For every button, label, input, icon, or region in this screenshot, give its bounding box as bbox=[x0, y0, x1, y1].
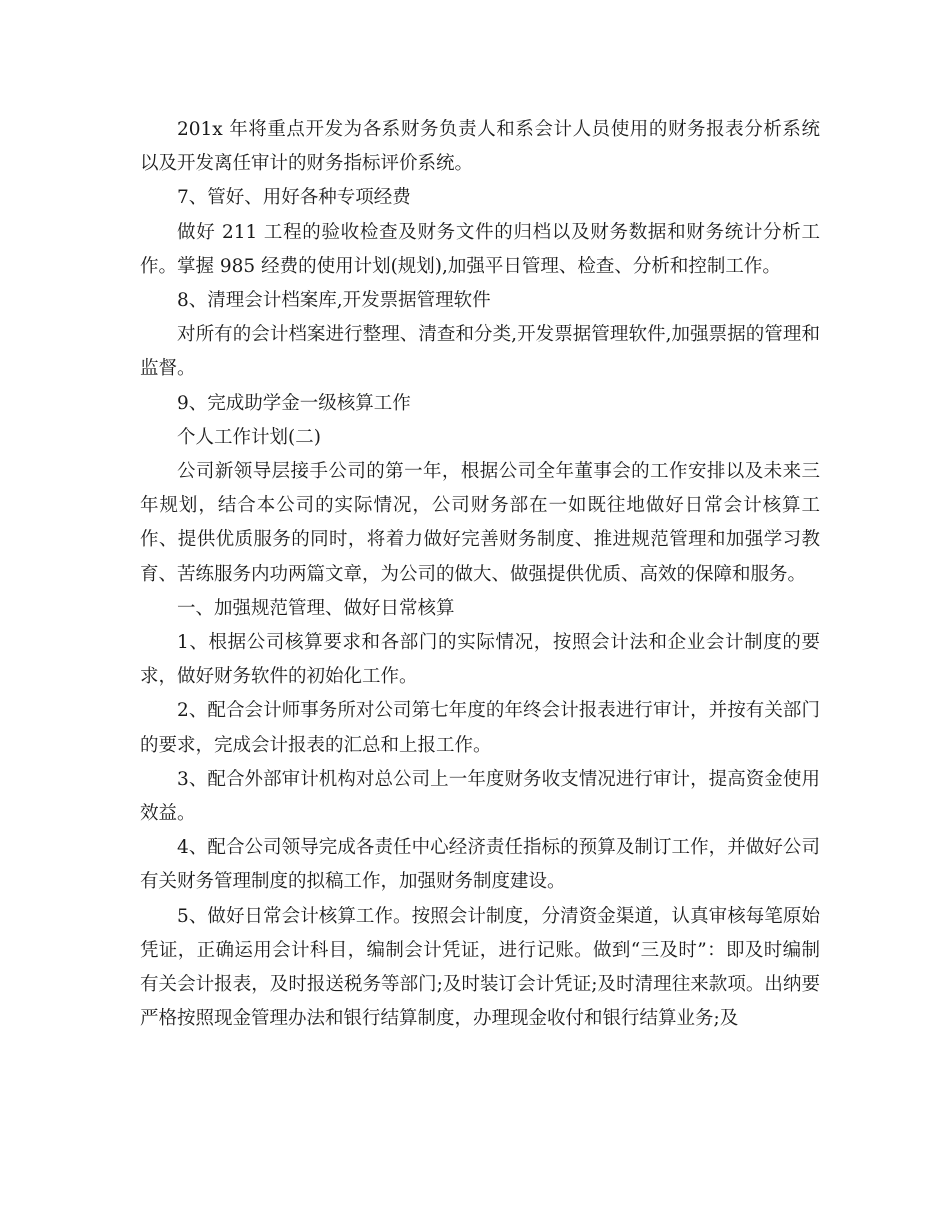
list-item-3: 3、配合外部审计机构对总公司上一年度财务收支情况进行审计，提高资金使用效益。 bbox=[140, 768, 820, 825]
heading-archives: 8、清理会计档案库,开发票据管理软件 bbox=[177, 290, 491, 312]
list-item-5: 5、做好日常会计核算工作。按照会计制度，分清资金渠道，认真审核每笔原始凭证，正确运用会计科目，编制会计凭证，进行记账。做到“三及时”：即及时编制有关会计报表，及时报送税务等部门;及时装订会计凭证;及时清理往来款项。出纳要严格按照现金管理办法和银行结算制度，办理现金收付和银行结算业务;及 bbox=[140, 905, 820, 1030]
heading-grant-accounting: 9、完成助学金一级核算工作 bbox=[177, 392, 411, 414]
heading-special-funds: 7、管好、用好各种专项经费 bbox=[177, 187, 411, 209]
list-item-4: 4、配合公司领导完成各责任中心经济责任指标的预算及制订工作，并做好公司有关财务管理制度的拟稿工作，加强财务制度建设。 bbox=[140, 837, 820, 893]
heading-standardize-management: 一、加强规范管理、做好日常核算 bbox=[177, 597, 455, 619]
paragraph-development-plan: 201x 年将重点开发为各系财务负责人和系会计人员使用的财务报表分析系统以及开发离任审计的财务指标评价系统。 bbox=[140, 119, 820, 175]
section-title-plan-two: 个人工作计划(二) bbox=[177, 426, 321, 448]
list-item-1: 1、根据公司核算要求和各部门的实际情况，按照会计法和企业会计制度的要求，做好财务软件的初始化工作。 bbox=[140, 632, 820, 688]
paragraph-special-funds: 做好 211 工程的验收检查及财务文件的归档以及财务数据和财务统计分析工作。掌握 985 经费的使用计划(规划),加强平日管理、检查、分析和控制工作。 bbox=[140, 221, 820, 277]
paragraph-archives: 对所有的会计档案进行整理、清查和分类,开发票据管理软件,加强票据的管理和监督。 bbox=[140, 324, 820, 380]
document-body bbox=[140, 113, 820, 1036]
list-item-2: 2、配合会计师事务所对公司第七年度的年终会计报表进行审计，并按有关部门的要求，完成会计报表的汇总和上报工作。 bbox=[140, 700, 820, 756]
paragraph-intro: 公司新领导层接手公司的第一年，根据公司全年董事会的工作安排以及未来三年规划，结合本公司的实际情况，公司财务部在一如既往地做好日常会计核算工作、提供优质服务的同时，将着力做好完善财务制度、推进规范管理和加强学习教育、苦练服务内功两篇文章，为公司的做大、做强提供优质、高效的保障和服务。 bbox=[140, 461, 820, 585]
